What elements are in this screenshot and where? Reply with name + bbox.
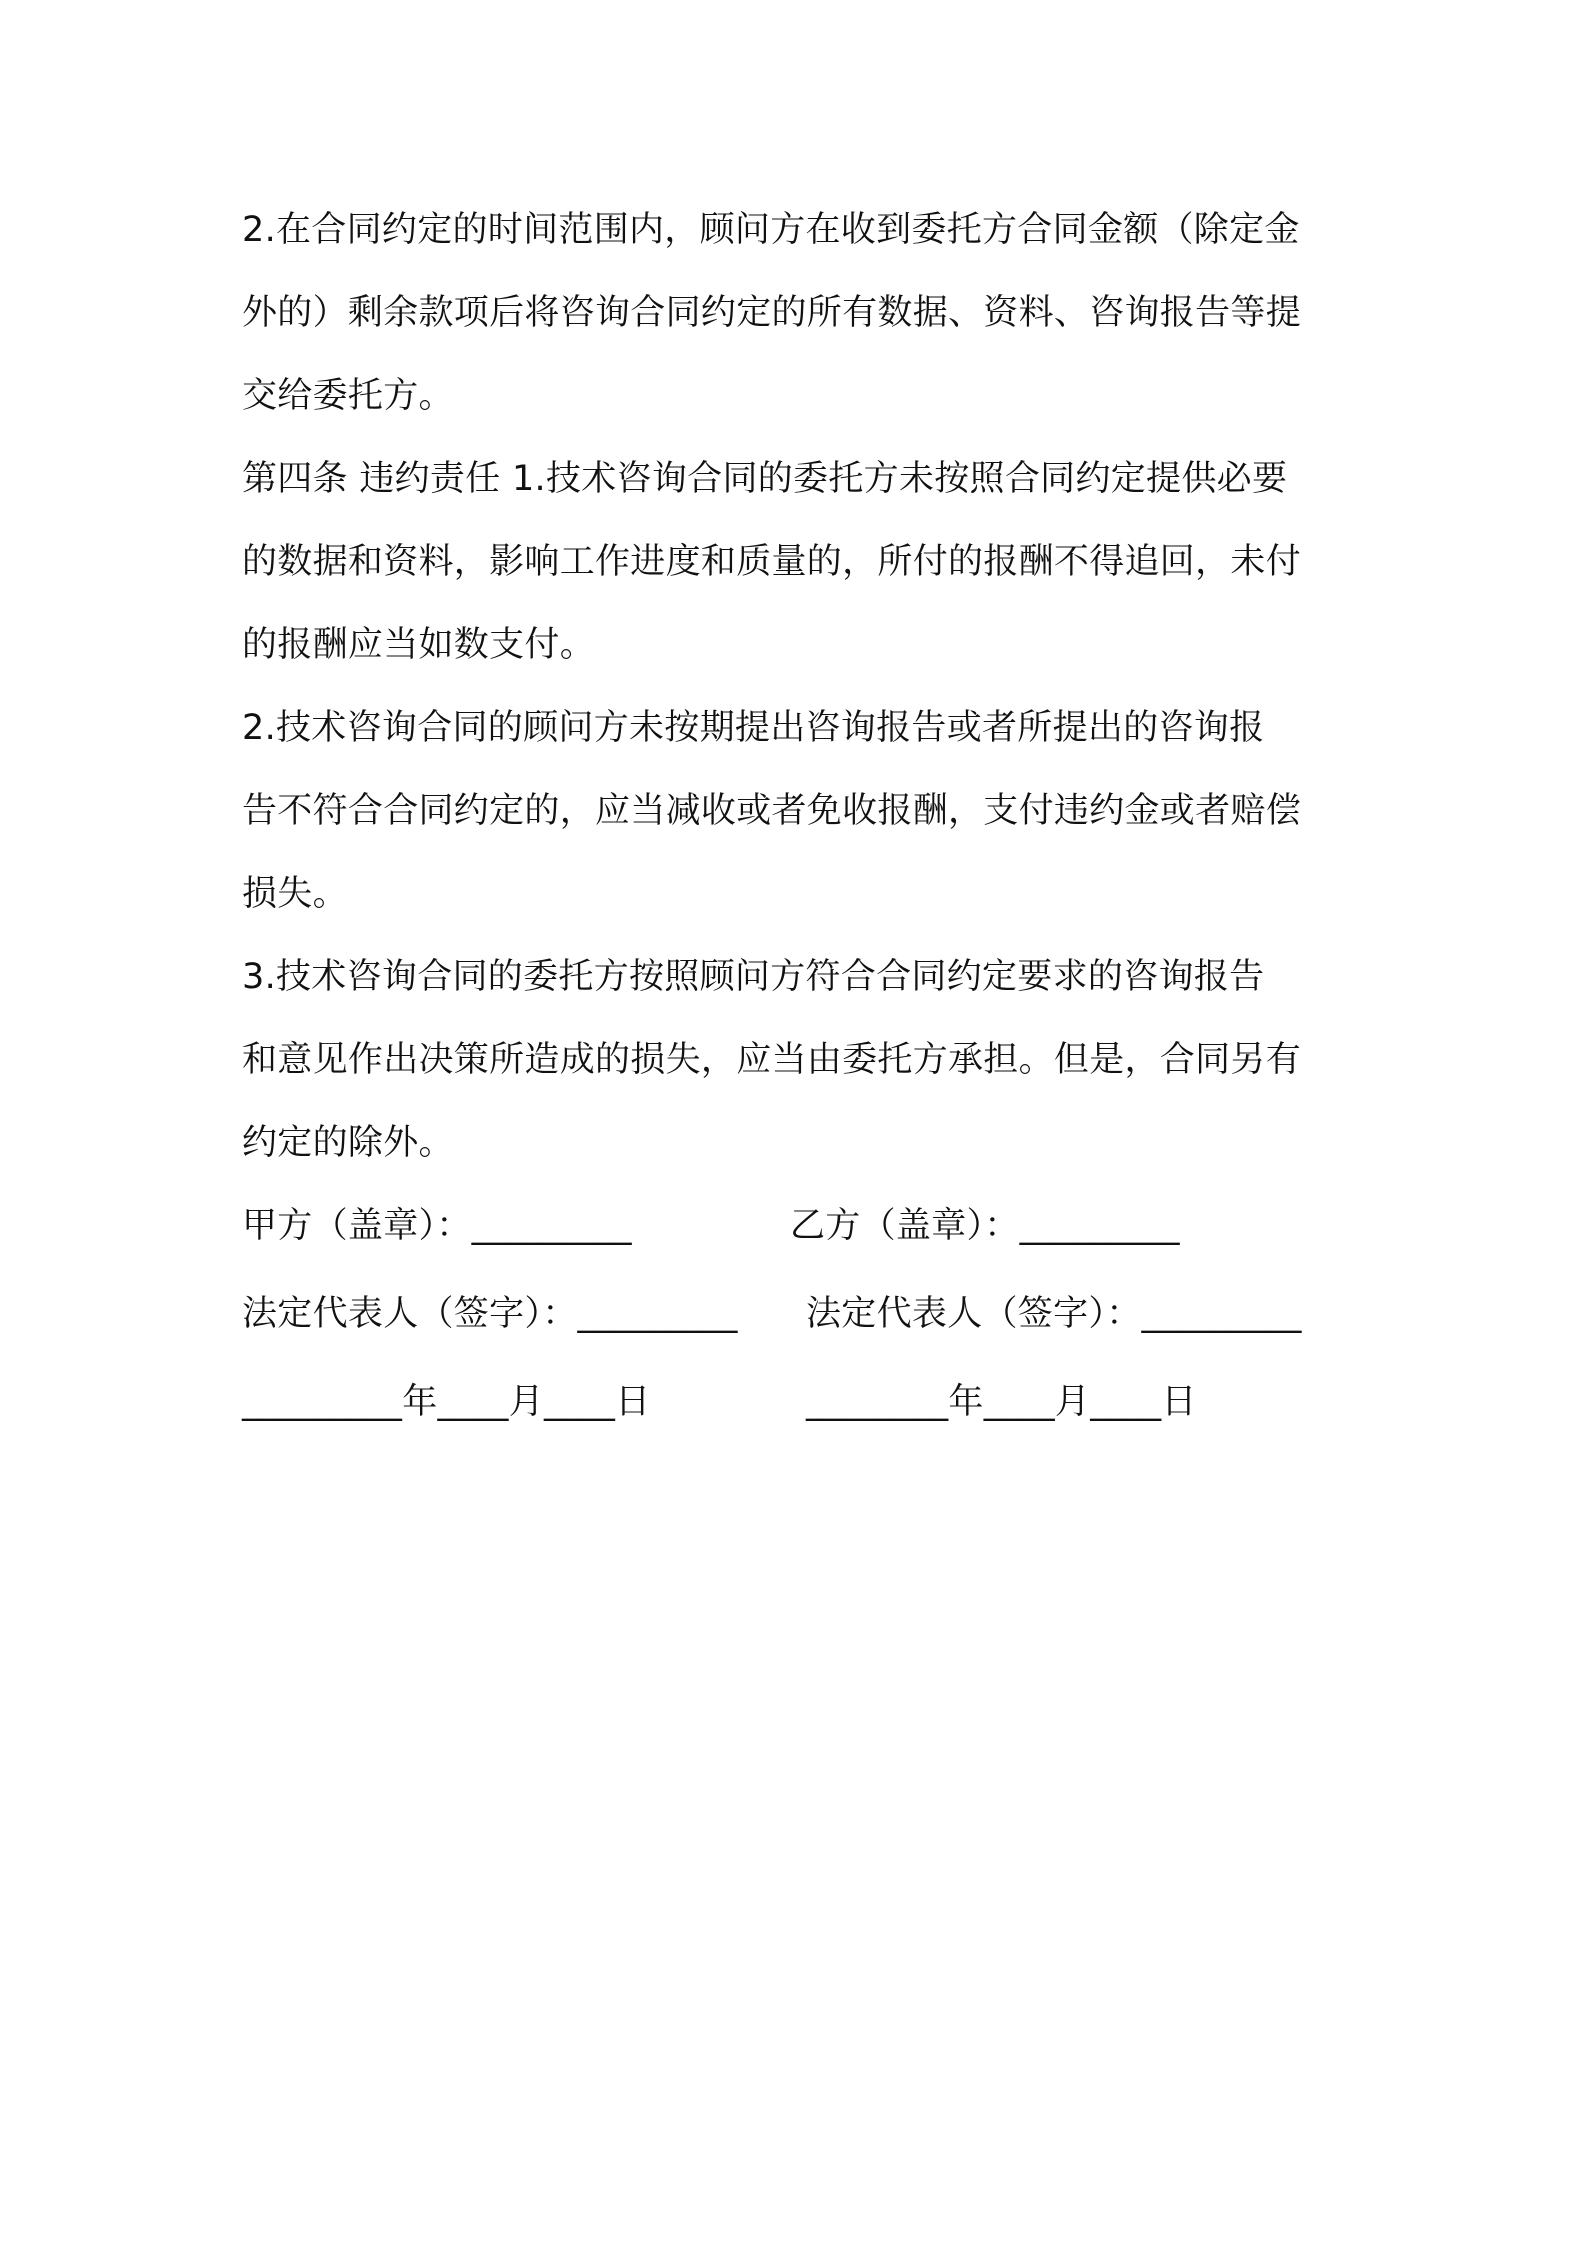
party-a-representative-line: 法定代表人（签字）：_________ xyxy=(242,1294,738,1334)
party-b-date-line: ________年____月____日 xyxy=(806,1382,1197,1422)
party-b-seal-line: 乙方（盖章）：_________ xyxy=(790,1206,1180,1246)
paragraph-3-line-3: 损失。 xyxy=(242,874,348,914)
paragraph-2-line-3: 的报酬应当如数支付。 xyxy=(242,625,596,665)
party-b-representative-line: 法定代表人（签字）：_________ xyxy=(806,1294,1302,1334)
paragraph-2-line-2: 的数据和资料，影响工作进度和质量的，所付的报酬不得追回，未付 xyxy=(242,542,1302,582)
paragraph-1-line-3: 交给委托方。 xyxy=(242,376,454,416)
paragraph-4-line-2: 和意见作出决策所造成的损失，应当由委托方承担。但是，合同另有 xyxy=(242,1040,1302,1080)
paragraph-4-line-1: 3.技术咨询合同的委托方按照顾问方符合合同约定要求的咨询报告 xyxy=(242,957,1265,997)
paragraph-3-line-2: 告不符合合同约定的，应当减收或者免收报酬，支付违约金或者赔偿 xyxy=(242,791,1302,831)
paragraph-2-line-1: 第四条 违约责任 1.技术咨询合同的委托方未按照合同约定提供必要 xyxy=(242,459,1288,499)
party-a-date-line: _________年____月____日 xyxy=(242,1382,651,1422)
paragraph-1-line-1: 2.在合同约定的时间范围内，顾问方在收到委托方合同金额（除定金 xyxy=(242,210,1300,250)
paragraph-1-line-2: 外的）剩余款项后将咨询合同约定的所有数据、资料、咨询报告等提 xyxy=(242,293,1302,333)
paragraph-4-line-3: 约定的除外。 xyxy=(242,1123,454,1163)
party-a-seal-line: 甲方（盖章）：_________ xyxy=(242,1206,632,1246)
paragraph-3-line-1: 2.技术咨询合同的顾问方未按期提出咨询报告或者所提出的咨询报 xyxy=(242,708,1265,748)
